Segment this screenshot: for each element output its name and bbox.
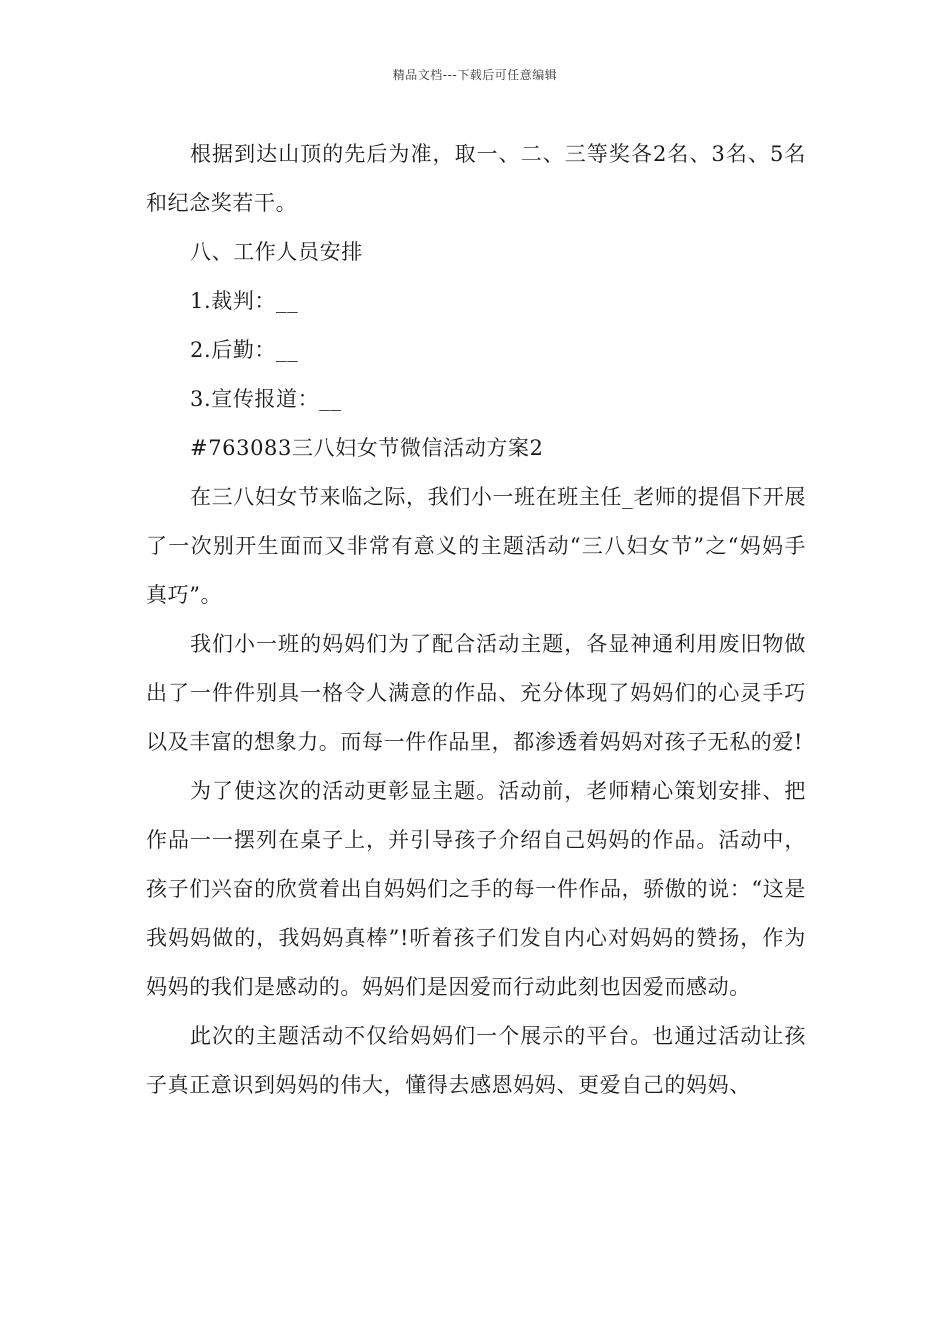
paragraph-mothers-works: 我们小一班的妈妈们为了配合活动主题，各显神通利用废旧物做出了一件件别具一格令人满意的作品、充分体现了妈妈们的心灵手巧以及丰富的想象力。而每一件作品里，都渗透着妈妈对孩子无私的爱!: [146, 632, 806, 754]
list-item-logistics: 2.后勤：__: [190, 338, 299, 362]
list-item-referee: 1.裁判：__: [190, 289, 299, 313]
paragraph-intro: 在三八妇女节来临之际，我们小一班在班主任_老师的提倡下开展了一次别开生面而又非常有意义的主题活动“三八妇女节”之“妈妈手真巧”。: [146, 485, 806, 607]
paragraph-conclusion: 此次的主题活动不仅给妈妈们一个展示的平台。也通过活动让孩子真正意识到妈妈的伟大，懂得去感恩妈妈、更爱自己的妈妈、: [146, 1024, 806, 1097]
section-title-staff: 八、工作人员安排: [190, 240, 363, 264]
list-item-publicity: 3.宣传报道：__: [190, 387, 342, 411]
document-body: [146, 130, 806, 1110]
paragraph-awards: 根据到达山顶的先后为准，取一、二、三等奖各2名、3名、5名和纪念奖若干。: [146, 142, 806, 215]
paragraph-activity: 为了使这次的活动更彰显主题。活动前，老师精心策划安排、把作品一一摆列在桌子上，并引导孩子介绍自己妈妈的作品。活动中，孩子们兴奋的欣赏着出自妈妈们之手的每一件作品，骄傲的说：“这是我妈妈做的，我妈妈真棒”!听着孩子们发自内心对妈妈的赞扬，作为妈妈的我们是感动的。妈妈们是因爱而行动此刻也因爱而感动。: [146, 779, 806, 999]
document-heading: #763083三八妇女节微信活动方案2: [190, 436, 544, 460]
page-header: 精品文档---下载后可任意编辑: [392, 68, 558, 82]
